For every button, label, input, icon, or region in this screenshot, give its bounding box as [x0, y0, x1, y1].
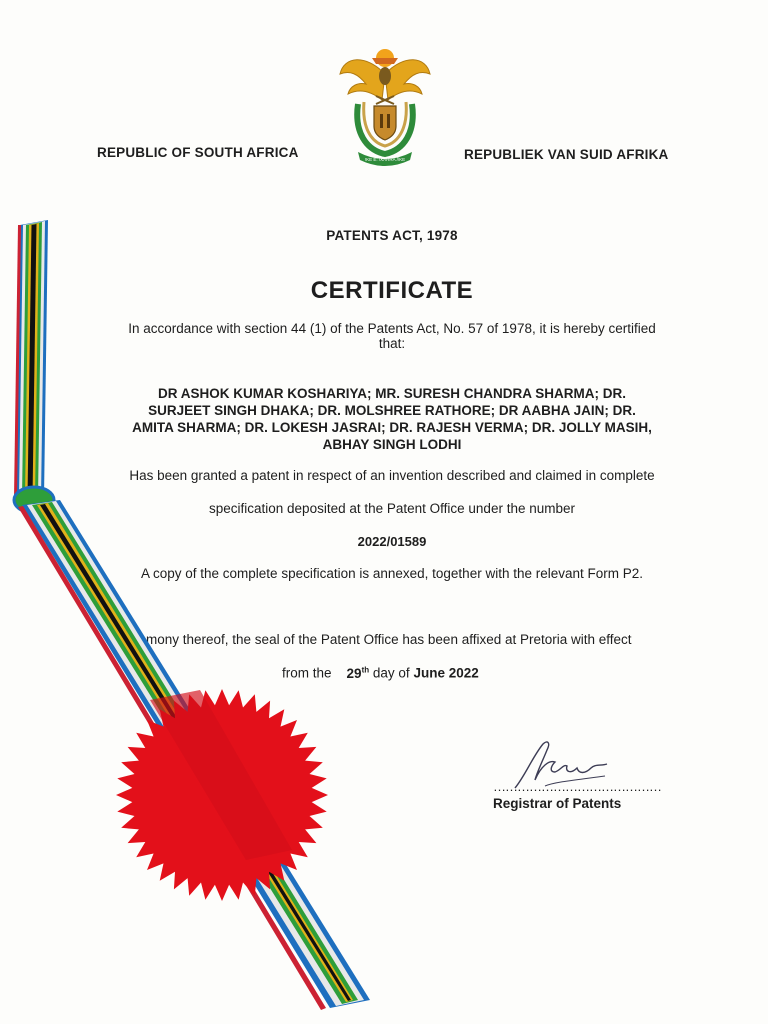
date-rest: day of: [372, 665, 410, 681]
emblem-motto: !KE E: /XARRA //KE: [364, 157, 406, 162]
page-title: CERTIFICATE: [310, 277, 474, 304]
patent-number: 2022/01589: [357, 534, 427, 549]
header-right: REPUBLIEK VAN SUID AFRIKA: [464, 147, 669, 162]
testimony-line: mony thereof, the seal of the Patent Office has been affixed at Pretoria with effect: [146, 632, 632, 647]
grantee-line: ABHAY SINGH LODHI: [322, 437, 462, 452]
date-day: 29: [346, 665, 362, 681]
annex-line: A copy of the complete specification is annexed, together with the relevant Form P2.: [140, 566, 644, 581]
intro-line-1: In accordance with section 44 (1) of the Patents Act, No. 57 of 1978, it is hereby certified: [128, 321, 656, 336]
act-title: PATENTS ACT, 1978: [326, 228, 458, 243]
grantee-line: SURJEET SINGH DHAKA; DR. MOLSHREE RATHORE; DR AABHA JAIN; DR.: [148, 403, 636, 418]
grant-line-1: Has been granted a patent in respect of an invention described and claimed in complete: [129, 468, 655, 483]
ribbon-vertical: [14, 220, 48, 498]
signature-dots: ……………………………………: [493, 779, 661, 794]
date-prefix: from the: [282, 665, 332, 681]
grantee-line: AMITA SHARMA; DR. LOKESH JASRAI; DR. RAJESH VERMA; DR. JOLLY MASIH,: [132, 420, 652, 435]
grant-line-2: specification deposited at the Patent Office under the number: [209, 501, 575, 516]
header-left: REPUBLIC OF SOUTH AFRICA: [97, 145, 299, 160]
date-month-year: June 2022: [413, 665, 479, 681]
intro-line-2: that:: [378, 336, 406, 351]
grantee-line: DR ASHOK KUMAR KOSHARIYA; MR. SURESH CHANDRA SHARMA; DR.: [157, 386, 626, 401]
registrar-title: Registrar of Patents: [493, 796, 622, 811]
date-suffix: th: [361, 665, 370, 674]
